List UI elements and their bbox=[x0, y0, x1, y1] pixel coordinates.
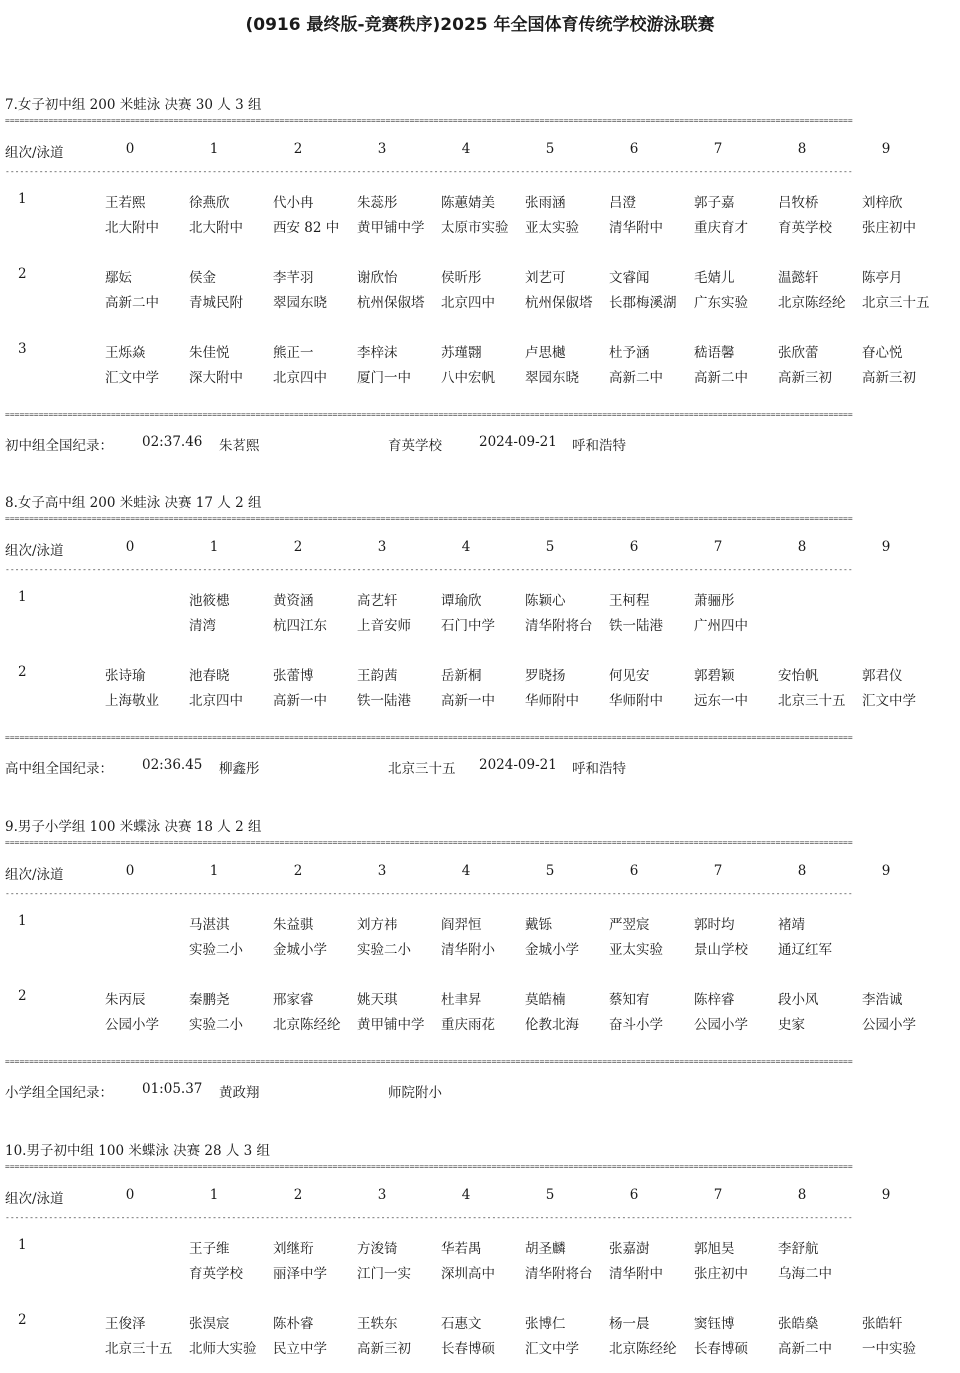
lane-number-7: 7 bbox=[713, 539, 723, 555]
swimmer-name: 高艺轩 bbox=[357, 593, 398, 609]
swimmer-name: 郭旭昊 bbox=[694, 1241, 735, 1257]
swimmer-name: 杨一晨 bbox=[609, 1316, 650, 1332]
record-place: 呼和浩特 bbox=[572, 761, 626, 777]
lane-number-6: 6 bbox=[629, 539, 639, 555]
swimmer-name: 李梓沫 bbox=[357, 345, 398, 361]
swimmer-name: 刘艺可 bbox=[525, 270, 566, 286]
school-name: 上海敬业 bbox=[105, 693, 159, 709]
swimmer-name: 石惠文 bbox=[441, 1316, 482, 1332]
school-name: 清华附中 bbox=[609, 1266, 663, 1282]
heat-number: 1 bbox=[18, 913, 27, 929]
school-name: 一中实验 bbox=[862, 1341, 916, 1357]
heat-number: 2 bbox=[18, 266, 27, 282]
swimmer-name: 陈梓睿 bbox=[694, 992, 735, 1008]
school-name: 铁一陆港 bbox=[357, 693, 411, 709]
school-name: 通辽红军 bbox=[778, 942, 832, 958]
school-name: 黄甲铺中学 bbox=[357, 1017, 425, 1033]
swimmer-name: 张淏宸 bbox=[189, 1316, 230, 1332]
record-label: 高中组全国纪录： bbox=[5, 761, 113, 777]
school-name: 景山学校 bbox=[694, 942, 748, 958]
swimmer-name: 胡圣麟 bbox=[525, 1241, 566, 1257]
school-name: 广州四中 bbox=[694, 618, 748, 634]
swimmer-name: 朱益骐 bbox=[273, 917, 314, 933]
school-name: 杭州保俶塔 bbox=[357, 295, 425, 311]
school-name: 实验二小 bbox=[189, 1017, 243, 1033]
swimmer-name: 张欣蕾 bbox=[778, 345, 819, 361]
heat-number: 1 bbox=[18, 191, 27, 207]
school-name: 高新三初 bbox=[778, 370, 832, 386]
lane-header-label: 组次/泳道 bbox=[5, 543, 64, 559]
double-rule: ================================================================================================================================================================================ bbox=[5, 411, 853, 419]
swimmer-name: 姚天琪 bbox=[357, 992, 398, 1008]
swimmer-name: 邢家睿 bbox=[273, 992, 314, 1008]
swimmer-name: 池筱槵 bbox=[189, 593, 230, 609]
swimmer-name: 郭时均 bbox=[694, 917, 735, 933]
swimmer-name: 马湛淇 bbox=[189, 917, 230, 933]
document-title: (0916 最终版-竞赛秩序)2025 年全国体育传统学校游泳联赛 bbox=[245, 15, 715, 35]
swimmer-name: 朱佳悦 bbox=[189, 345, 230, 361]
swimmer-name: 代小冉 bbox=[273, 195, 314, 211]
school-name: 丽泽中学 bbox=[273, 1266, 327, 1282]
school-name: 深大附中 bbox=[189, 370, 243, 386]
swimmer-name: 罗晓扬 bbox=[525, 668, 566, 684]
lane-number-6: 6 bbox=[629, 863, 639, 879]
swimmer-name: 岳新桐 bbox=[441, 668, 482, 684]
double-rule: ================================================================================================================================================================================ bbox=[5, 1058, 853, 1066]
school-name: 八中宏帆 bbox=[441, 370, 495, 386]
lane-number-9: 9 bbox=[881, 539, 891, 555]
swimmer-name: 侯金 bbox=[189, 270, 216, 286]
double-rule: ================================================================================================================================================================================ bbox=[5, 1163, 853, 1171]
lane-number-6: 6 bbox=[629, 141, 639, 157]
school-name: 实验二小 bbox=[189, 942, 243, 958]
school-name: 公园小学 bbox=[105, 1017, 159, 1033]
school-name: 高新二中 bbox=[694, 370, 748, 386]
swimmer-name: 温懿轩 bbox=[778, 270, 819, 286]
record-school: 师院附小 bbox=[388, 1085, 442, 1101]
event-title: 9.男子小学组 100 米蝶泳 决赛 18 人 2 组 bbox=[5, 819, 262, 835]
swimmer-name: 文睿闻 bbox=[609, 270, 650, 286]
heat-number: 1 bbox=[18, 1237, 27, 1253]
swimmer-name: 侯昕彤 bbox=[441, 270, 482, 286]
school-name: 汇文中学 bbox=[105, 370, 159, 386]
school-name: 清华附小 bbox=[441, 942, 495, 958]
record-label: 初中组全国纪录： bbox=[5, 438, 113, 454]
school-name: 北京三十五 bbox=[862, 295, 930, 311]
school-name: 清华附将台 bbox=[525, 1266, 593, 1282]
lane-number-1: 1 bbox=[209, 539, 219, 555]
swimmer-name: 朱丙辰 bbox=[105, 992, 146, 1008]
lane-number-5: 5 bbox=[545, 863, 555, 879]
swimmer-name: 刘方祎 bbox=[357, 917, 398, 933]
school-name: 汇文中学 bbox=[525, 1341, 579, 1357]
swimmer-name: 陈蕙婧美 bbox=[441, 195, 495, 211]
swimmer-name: 蔡知宥 bbox=[609, 992, 650, 1008]
school-name: 北京三十五 bbox=[105, 1341, 173, 1357]
single-rule: -------------------------------------------------------------------------------------------------------------------------------------------------------------------------------- bbox=[5, 168, 853, 176]
lane-header-label: 组次/泳道 bbox=[5, 145, 64, 161]
swimmer-name: 莫皓楠 bbox=[525, 992, 566, 1008]
school-name: 高新二中 bbox=[609, 370, 663, 386]
school-name: 伦教北海 bbox=[525, 1017, 579, 1033]
swimmer-name: 吕澄 bbox=[609, 195, 636, 211]
lane-number-7: 7 bbox=[713, 141, 723, 157]
swimmer-name: 严翌宸 bbox=[609, 917, 650, 933]
school-name: 张庄初中 bbox=[694, 1266, 748, 1282]
school-name: 张庄初中 bbox=[862, 220, 916, 236]
school-name: 长春博硕 bbox=[441, 1341, 495, 1357]
heat-number: 1 bbox=[18, 589, 27, 605]
school-name: 杭四江东 bbox=[273, 618, 327, 634]
swimmer-name: 张皓燊 bbox=[778, 1316, 819, 1332]
event-title: 7.女子初中组 200 米蛙泳 决赛 30 人 3 组 bbox=[5, 97, 262, 113]
school-name: 广东实验 bbox=[694, 295, 748, 311]
school-name: 亚太实验 bbox=[525, 220, 579, 236]
lane-number-4: 4 bbox=[461, 1187, 471, 1203]
school-name: 北京陈经纶 bbox=[609, 1341, 677, 1357]
lane-number-9: 9 bbox=[881, 863, 891, 879]
school-name: 金城小学 bbox=[525, 942, 579, 958]
school-name: 高新一中 bbox=[441, 693, 495, 709]
school-name: 民立中学 bbox=[273, 1341, 327, 1357]
swimmer-name: 张诗瑜 bbox=[105, 668, 146, 684]
lane-number-8: 8 bbox=[797, 863, 807, 879]
school-name: 高新一中 bbox=[273, 693, 327, 709]
swimmer-name: 王若熙 bbox=[105, 195, 146, 211]
swimmer-name: 戴铄 bbox=[525, 917, 552, 933]
single-rule: -------------------------------------------------------------------------------------------------------------------------------------------------------------------------------- bbox=[5, 890, 853, 898]
school-name: 石门中学 bbox=[441, 618, 495, 634]
swimmer-name: 何见安 bbox=[609, 668, 650, 684]
swimmer-name: 朱蕊彤 bbox=[357, 195, 398, 211]
school-name: 西安 82 中 bbox=[273, 220, 340, 236]
double-rule: ================================================================================================================================================================================ bbox=[5, 839, 853, 847]
swimmer-name: 谭瑜欣 bbox=[441, 593, 482, 609]
swimmer-name: 李芊羽 bbox=[273, 270, 314, 286]
swimmer-name: 王柯程 bbox=[609, 593, 650, 609]
swimmer-name: 苏瑾翾 bbox=[441, 345, 482, 361]
lane-number-4: 4 bbox=[461, 539, 471, 555]
school-name: 铁一陆港 bbox=[609, 618, 663, 634]
school-name: 公园小学 bbox=[694, 1017, 748, 1033]
school-name: 重庆雨花 bbox=[441, 1017, 495, 1033]
swimmer-name: 秦鹏尧 bbox=[189, 992, 230, 1008]
school-name: 青城民附 bbox=[189, 295, 243, 311]
lane-number-5: 5 bbox=[545, 141, 555, 157]
double-rule: ================================================================================================================================================================================ bbox=[5, 734, 853, 742]
school-name: 翠园东晓 bbox=[273, 295, 327, 311]
single-rule: -------------------------------------------------------------------------------------------------------------------------------------------------------------------------------- bbox=[5, 566, 853, 574]
record-time: 02:36.45 bbox=[142, 757, 203, 773]
swimmer-name: 王俊泽 bbox=[105, 1316, 146, 1332]
school-name: 远东一中 bbox=[694, 693, 748, 709]
swimmer-name: 鄢妘 bbox=[105, 270, 132, 286]
lane-number-7: 7 bbox=[713, 1187, 723, 1203]
swimmer-name: 华若禺 bbox=[441, 1241, 482, 1257]
lane-number-0: 0 bbox=[125, 1187, 135, 1203]
swimmer-name: 阎羿恒 bbox=[441, 917, 482, 933]
school-name: 北师大实验 bbox=[189, 1341, 257, 1357]
swimmer-name: 徐燕欣 bbox=[189, 195, 230, 211]
school-name: 清华附中 bbox=[609, 220, 663, 236]
record-holder: 黄政翔 bbox=[219, 1085, 260, 1101]
school-name: 北大附中 bbox=[105, 220, 159, 236]
swimmer-name: 安怡帆 bbox=[778, 668, 819, 684]
swimmer-name: 王韵茜 bbox=[357, 668, 398, 684]
school-name: 黄甲铺中学 bbox=[357, 220, 425, 236]
swimmer-name: 张博仁 bbox=[525, 1316, 566, 1332]
event-title: 8.女子高中组 200 米蛙泳 决赛 17 人 2 组 bbox=[5, 495, 262, 511]
school-name: 高新二中 bbox=[105, 295, 159, 311]
swimmer-name: 谢欣怡 bbox=[357, 270, 398, 286]
lane-number-0: 0 bbox=[125, 141, 135, 157]
record-holder: 柳鑫彤 bbox=[219, 761, 260, 777]
record-label: 小学组全国纪录： bbox=[5, 1085, 113, 1101]
swimmer-name: 方浚锜 bbox=[357, 1241, 398, 1257]
school-name: 太原市实验 bbox=[441, 220, 509, 236]
lane-number-7: 7 bbox=[713, 863, 723, 879]
school-name: 亚太实验 bbox=[609, 942, 663, 958]
school-name: 高新二中 bbox=[778, 1341, 832, 1357]
swimmer-name: 王轶东 bbox=[357, 1316, 398, 1332]
school-name: 长郡梅溪湖 bbox=[609, 295, 677, 311]
event-title: 10.男子初中组 100 米蝶泳 决赛 28 人 3 组 bbox=[5, 1143, 271, 1159]
double-rule: ================================================================================================================================================================================ bbox=[5, 117, 853, 125]
lane-header-label: 组次/泳道 bbox=[5, 1191, 64, 1207]
lane-number-8: 8 bbox=[797, 539, 807, 555]
lane-number-2: 2 bbox=[293, 863, 303, 879]
swimmer-name: 郭子嘉 bbox=[694, 195, 735, 211]
heat-number: 3 bbox=[18, 341, 27, 357]
swimmer-name: 杜聿昇 bbox=[441, 992, 482, 1008]
swimmer-name: 杜予涵 bbox=[609, 345, 650, 361]
lane-number-9: 9 bbox=[881, 141, 891, 157]
swimmer-name: 郭碧颖 bbox=[694, 668, 735, 684]
swimmer-name: 陈颖心 bbox=[525, 593, 566, 609]
swimmer-name: 刘继珩 bbox=[273, 1241, 314, 1257]
school-name: 上音安师 bbox=[357, 618, 411, 634]
lane-number-2: 2 bbox=[293, 1187, 303, 1203]
swimmer-name: 卢思樾 bbox=[525, 345, 566, 361]
swimmer-name: 陈朴睿 bbox=[273, 1316, 314, 1332]
lane-number-3: 3 bbox=[377, 539, 387, 555]
school-name: 实验二小 bbox=[357, 942, 411, 958]
school-name: 育英学校 bbox=[189, 1266, 243, 1282]
swimmer-name: 王子维 bbox=[189, 1241, 230, 1257]
double-rule: ================================================================================================================================================================================ bbox=[5, 515, 853, 523]
record-time: 02:37.46 bbox=[142, 434, 203, 450]
school-name: 华师附中 bbox=[609, 693, 663, 709]
school-name: 翠园东晓 bbox=[525, 370, 579, 386]
lane-number-3: 3 bbox=[377, 141, 387, 157]
school-name: 北京陈经纶 bbox=[778, 295, 846, 311]
lane-number-0: 0 bbox=[125, 539, 135, 555]
swimmer-name: 段小风 bbox=[778, 992, 819, 1008]
school-name: 杭州保俶塔 bbox=[525, 295, 593, 311]
lane-number-9: 9 bbox=[881, 1187, 891, 1203]
swimmer-name: 萧骊彤 bbox=[694, 593, 735, 609]
school-name: 育英学校 bbox=[778, 220, 832, 236]
swimmer-name: 刘梓欣 bbox=[862, 195, 903, 211]
lane-number-1: 1 bbox=[209, 863, 219, 879]
record-school: 育英学校 bbox=[388, 438, 442, 454]
lane-number-5: 5 bbox=[545, 539, 555, 555]
swimmer-name: 陈亭月 bbox=[862, 270, 903, 286]
school-name: 长春博硕 bbox=[694, 1341, 748, 1357]
school-name: 北京陈经纶 bbox=[273, 1017, 341, 1033]
school-name: 高新三初 bbox=[862, 370, 916, 386]
lane-number-5: 5 bbox=[545, 1187, 555, 1203]
school-name: 北京三十五 bbox=[778, 693, 846, 709]
swimmer-name: 窦钰博 bbox=[694, 1316, 735, 1332]
swimmer-name: 张雨涵 bbox=[525, 195, 566, 211]
record-date: 2024-09-21 bbox=[479, 757, 557, 773]
school-name: 公园小学 bbox=[862, 1017, 916, 1033]
school-name: 北京四中 bbox=[441, 295, 495, 311]
lane-number-0: 0 bbox=[125, 863, 135, 879]
lane-number-4: 4 bbox=[461, 141, 471, 157]
school-name: 奋斗小学 bbox=[609, 1017, 663, 1033]
school-name: 乌海二中 bbox=[778, 1266, 832, 1282]
school-name: 江门一实 bbox=[357, 1266, 411, 1282]
school-name: 深圳高中 bbox=[441, 1266, 495, 1282]
swimmer-name: 熊正一 bbox=[273, 345, 314, 361]
heat-number: 2 bbox=[18, 988, 27, 1004]
school-name: 史家 bbox=[778, 1017, 805, 1033]
swimmer-name: 张蕾博 bbox=[273, 668, 314, 684]
lane-number-1: 1 bbox=[209, 141, 219, 157]
lane-number-8: 8 bbox=[797, 141, 807, 157]
swimmer-name: 吕牧桥 bbox=[778, 195, 819, 211]
record-school: 北京三十五 bbox=[388, 761, 456, 777]
school-name: 高新三初 bbox=[357, 1341, 411, 1357]
lane-number-6: 6 bbox=[629, 1187, 639, 1203]
lane-number-2: 2 bbox=[293, 539, 303, 555]
swimmer-name: 张皓轩 bbox=[862, 1316, 903, 1332]
swimmer-name: 毛婧儿 bbox=[694, 270, 735, 286]
record-place: 呼和浩特 bbox=[572, 438, 626, 454]
school-name: 重庆育才 bbox=[694, 220, 748, 236]
lane-number-2: 2 bbox=[293, 141, 303, 157]
lane-number-4: 4 bbox=[461, 863, 471, 879]
record-holder: 朱茗熙 bbox=[219, 438, 260, 454]
school-name: 厦门一中 bbox=[357, 370, 411, 386]
swimmer-name: 黄资涵 bbox=[273, 593, 314, 609]
lane-header-label: 组次/泳道 bbox=[5, 867, 64, 883]
swimmer-name: 郭君仪 bbox=[862, 668, 903, 684]
school-name: 清华附将台 bbox=[525, 618, 593, 634]
record-date: 2024-09-21 bbox=[479, 434, 557, 450]
heat-number: 2 bbox=[18, 1312, 27, 1328]
lane-number-3: 3 bbox=[377, 1187, 387, 1203]
swimmer-name: 眘心悦 bbox=[862, 345, 903, 361]
school-name: 北大附中 bbox=[189, 220, 243, 236]
school-name: 华师附中 bbox=[525, 693, 579, 709]
swimmer-name: 嵇语馨 bbox=[694, 345, 735, 361]
lane-number-1: 1 bbox=[209, 1187, 219, 1203]
single-rule: -------------------------------------------------------------------------------------------------------------------------------------------------------------------------------- bbox=[5, 1214, 853, 1222]
swimmer-name: 池春晓 bbox=[189, 668, 230, 684]
school-name: 北京四中 bbox=[273, 370, 327, 386]
swimmer-name: 李舒航 bbox=[778, 1241, 819, 1257]
heat-number: 2 bbox=[18, 664, 27, 680]
lane-number-8: 8 bbox=[797, 1187, 807, 1203]
record-time: 01:05.37 bbox=[142, 1081, 203, 1097]
school-name: 金城小学 bbox=[273, 942, 327, 958]
swimmer-name: 李浩诚 bbox=[862, 992, 903, 1008]
school-name: 汇文中学 bbox=[862, 693, 916, 709]
swimmer-name: 褚靖 bbox=[778, 917, 805, 933]
school-name: 清湾 bbox=[189, 618, 216, 634]
swimmer-name: 王烁焱 bbox=[105, 345, 146, 361]
lane-number-3: 3 bbox=[377, 863, 387, 879]
swimmer-name: 张嘉澍 bbox=[609, 1241, 650, 1257]
school-name: 北京四中 bbox=[189, 693, 243, 709]
